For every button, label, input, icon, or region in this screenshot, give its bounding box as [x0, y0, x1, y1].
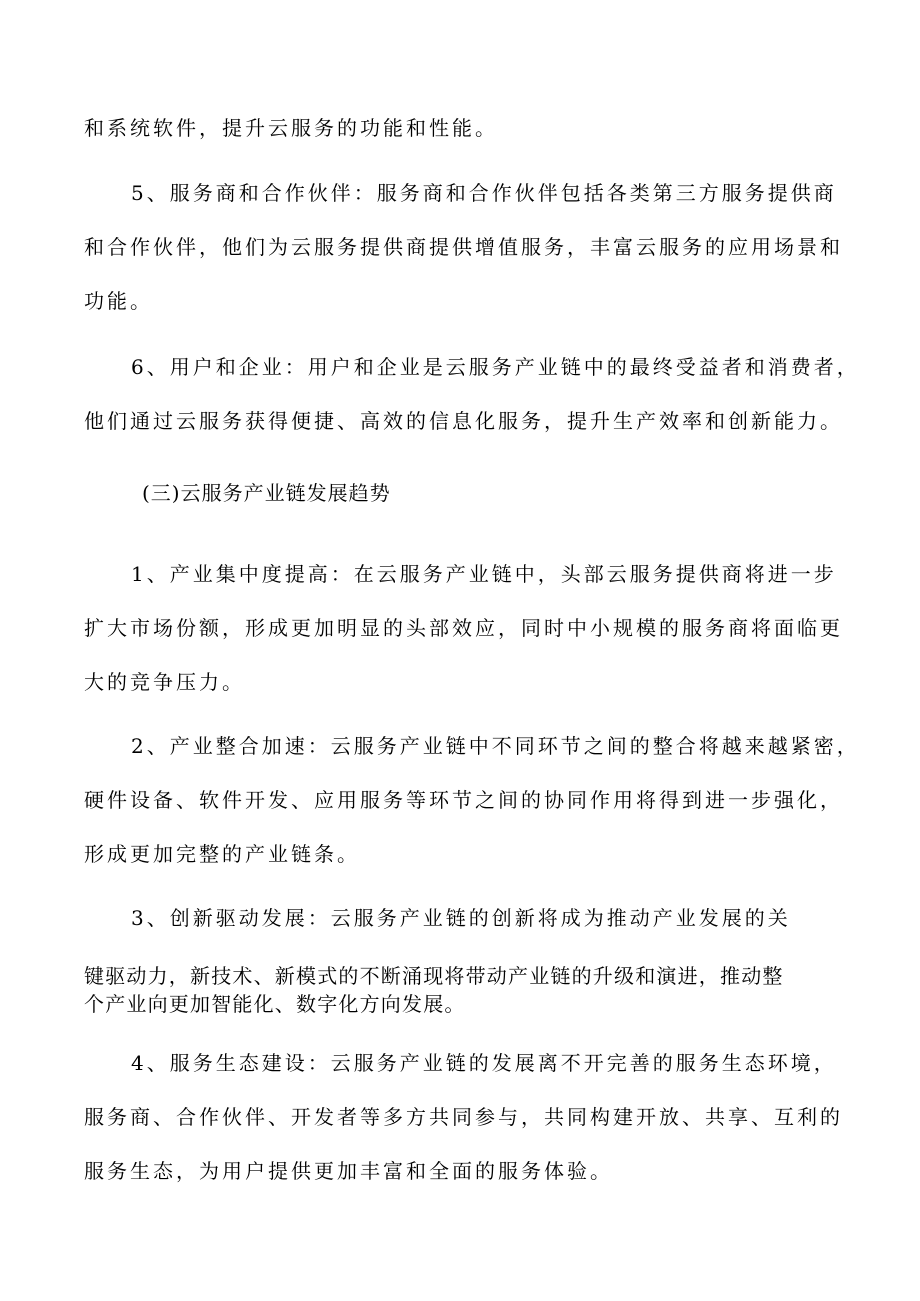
text-line-10: 大的竞争压力。	[84, 670, 245, 694]
text-line-12: 硬件设备、软件开发、应用服务等环节之间的协同作用将得到进一步强化，	[84, 788, 843, 812]
text-line-16: 个产业向更加智能化、数字化方向发展。	[84, 992, 466, 1016]
text-line-1: 和系统软件，提升云服务的功能和性能。	[84, 116, 498, 140]
text-line-9: 扩大市场份额，形成更加明显的头部效应，同时中小规模的服务商将面临更	[84, 616, 843, 640]
text-line-3: 和合作伙伴，他们为云服务提供商提供增值服务，丰富云服务的应用场景和	[84, 235, 843, 259]
text-line-5: 6、用户和企业：用户和企业是云服务产业链中的最终受益者和消费者，	[131, 355, 860, 379]
text-line-14: 3、创新驱动发展：云服务产业链的创新将成为推动产业发展的关	[131, 906, 791, 930]
text-line-13: 形成更加完整的产业链条。	[84, 842, 360, 866]
text-line-19: 服务生态，为用户提供更加丰富和全面的服务体验。	[84, 1159, 613, 1183]
text-line-15: 键驱动力，新技术、新模式的不断涌现将带动产业链的升级和演进，推动整	[84, 964, 784, 988]
text-line-8: 1、产业集中度提高：在云服务产业链中，头部云服务提供商将进一步	[131, 562, 837, 586]
text-line-6: 他们通过云服务获得便捷、高效的信息化服务，提升生产效率和创新能力。	[84, 409, 843, 433]
text-line-17: 4、服务生态建设：云服务产业链的发展离不开完善的服务生态环境，	[131, 1051, 837, 1075]
text-line-18: 服务商、合作伙伴、开发者等多方共同参与，共同构建开放、共享、互利的	[84, 1105, 843, 1129]
text-line-2: 5、服务商和合作伙伴：服务商和合作伙伴包括各类第三方服务提供商	[131, 181, 837, 205]
text-line-4: 功能。	[84, 289, 153, 313]
text-line-11: 2、产业整合加速：云服务产业链中不同环节之间的整合将越来越紧密，	[131, 734, 860, 758]
section-heading: (三)云服务产业链发展趋势	[142, 481, 391, 505]
